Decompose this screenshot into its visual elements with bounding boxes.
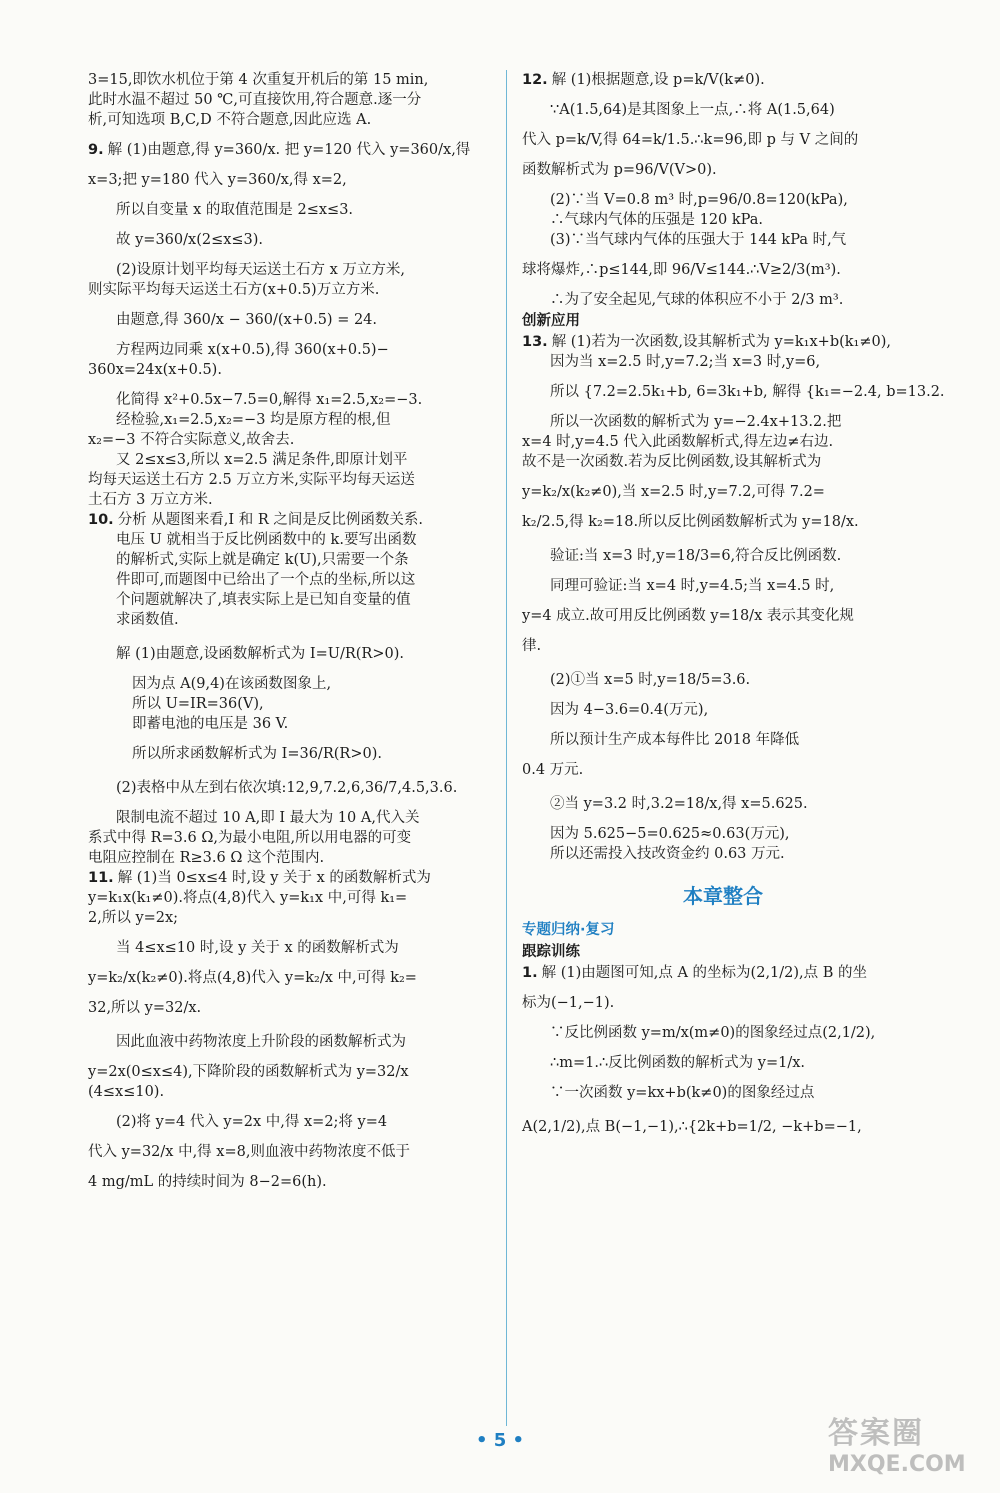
text-line: 代入 p=k/V,得 64=k/1.5.∴k=96,即 p 与 V 之间的 [522,132,859,148]
text-line: 分析 从题图来看,I 和 R 之间是反比例函数关系. [117,512,423,528]
text-line: 0.4 万元. [522,762,584,778]
text-line: 电阻应控制在 R≥3.6 Ω 这个范围内. [88,850,325,866]
problem-9-line [88,140,488,160]
problem-number: 1. [522,965,538,981]
text-line: 同理可验证:当 x=4 时,y=4.5;当 x=4.5 时, [550,578,835,594]
text-line: 所以还需投入技改资金约 0.63 万元. [550,846,785,862]
text-line: 土石方 3 万立方米. [88,492,213,508]
text-line: 解 (1)由题图可知,点 A 的坐标为(2,1/2),点 B 的坐 [541,965,868,981]
text-line: (2)将 y=4 代入 y=2x 中,得 x=2;将 y=4 [116,1114,388,1130]
text-line: 由题意,得 360/x − 360/(x+0.5) = 24. [116,312,378,328]
text-line: 的解析式,实际上就是确定 k(U),只需要一个条 [116,552,409,568]
text-line: 标为(−1,−1). [522,995,615,1011]
text-line: 解 (1)由题意,得 y=360/x. 把 y=120 代入 y=360/x,得 [107,142,471,158]
text-line: 求函数值. [116,612,179,628]
text-line: 方程两边同乘 x(x+0.5),得 360(x+0.5)− [116,342,389,358]
right-column [522,70,945,1137]
problem-number: 12. [522,72,548,88]
text-line: 所以 {7.2=2.5k₁+b, 6=3k₁+b, 解得 {k₁=−2.4, b=13.2. [550,384,945,400]
text-line: 所以一次函数的解析式为 y=−2.4x+13.2.把 [550,414,842,430]
text-line: 所以自变量 x 的取值范围是 2≤x≤3. [116,202,354,218]
text-line: ∴为了安全起见,气球的体积应不小于 2/3 m³. [550,292,844,308]
text-line: 函数解析式为 p=96/V(V>0). [522,162,717,178]
text-line: 故 y=360/x(2≤x≤3). [116,232,264,248]
text-line: 360x=24x(x+0.5). [88,362,222,378]
text-line: y=4 成立.故可用反比例函数 y=18/x 表示其变化规 [522,608,854,624]
text-line: y=2x(0≤x≤4),下降阶段的函数解析式为 y=32/x [88,1064,409,1080]
text-line: 系式中得 R=3.6 Ω,为最小电阻,所以用电器的可变 [88,830,412,846]
text-line: 则实际平均每天运送土石方(x+0.5)万立方米. [88,282,380,298]
text-line: 律. [522,638,542,654]
watermark-url-text: MXQE.COM [828,1452,966,1477]
topic-heading: 专题归纳·复习 [522,922,615,938]
text-line: x=4 时,y=4.5 代入此函数解析式,得左边≠右边. [522,434,834,450]
problem-13-line [522,332,924,352]
text-line: 解 (1)当 0≤x≤4 时,设 y 关于 x 的函数解析式为 [117,870,431,886]
text-line: (3)∵当气球内气体的压强大于 144 kPa 时,气 [550,232,847,248]
text-line: ∴m=1.∴反比例函数的解析式为 y=1/x. [550,1055,806,1071]
left-column [88,70,488,1192]
text-line: 件即可,而题图中已给出了一个点的坐标,所以这 [116,572,416,588]
text-line: 2,所以 y=2x; [88,910,179,926]
text-line: (4≤x≤10). [88,1084,165,1100]
text-line: 又 2≤x≤3,所以 x=2.5 满足条件,即原计划平 [116,452,408,468]
problem-number: 13. [522,334,548,350]
text-line: 均每天运送土石方 2.5 万立方米,实际平均每天运送 [88,472,415,488]
text-line: 因为 5.625−5=0.625≈0.63(万元), [550,826,790,842]
text-line: 球将爆炸,∴p≤144,即 96/V≤144.∴V≥2/3(m³). [522,262,841,278]
text-line: (2)∵当 V=0.8 m³ 时,p=96/0.8=120(kPa), [550,192,848,208]
watermark-logo [828,1408,990,1488]
text-line: 限制电流不超过 10 A,即 I 最大为 10 A,代入关 [116,810,420,826]
column-divider [506,70,507,1426]
text-line: ∵一次函数 y=kx+b(k≠0)的图象经过点 [550,1085,815,1101]
text-line: 即蓄电池的电压是 36 V. [132,716,289,732]
problem-number: 9. [88,142,104,158]
text-line: x=3;把 y=180 代入 y=360/x,得 x=2, [88,172,347,188]
problem-number: 10. [88,512,114,528]
text-line: 代入 y=32/x 中,得 x=8,则血液中药物浓度不低于 [88,1144,410,1160]
text-line: 所以预计生产成本每件比 2018 年降低 [550,732,800,748]
problem-1-line [522,963,924,983]
text-line: (2)设原计划平均每天运送土石方 x 万立方米, [116,262,406,278]
text-line: 解 (1)由题意,设函数解析式为 I=U/R(R>0). [116,646,404,662]
page-number: • 5 • [475,1430,525,1451]
text-line: (2)①当 x=5 时,y=18/5=3.6. [550,672,751,688]
watermark-logo-text: 答案圈 [828,1416,924,1451]
text-line: 个问题就解决了,填表实际上是已知自变量的值 [116,592,411,608]
section-heading: 创新应用 [522,313,580,329]
text-line: y=k₁x(k₁≠0).将点(4,8)代入 y=k₁x 中,可得 k₁= [88,890,408,906]
problem-11-line [88,868,488,888]
text-line: 解 (1)根据题意,设 p=k/V(k≠0). [551,72,765,88]
text-line: x₂=−3 不符合实际意义,故舍去. [88,432,295,448]
text-line: 4 mg/mL 的持续时间为 8−2=6(h). [88,1174,327,1190]
text-line: 经检验,x₁=2.5,x₂=−3 均是原方程的根,但 [116,412,391,428]
chapter-summary-title: 本章整合 [683,884,763,908]
problem-number: 11. [88,870,114,886]
text-line: 因为 4−3.6=0.4(万元), [550,702,709,718]
text-line: ∵反比例函数 y=m/x(m≠0)的图象经过点(2,1/2), [550,1025,876,1041]
text-line: (2)表格中从左到右依次填:12,9,7.2,6,36/7,4.5,3.6. [116,780,458,796]
text-line: 此时水温不超过 50 ℃,可直接饮用,符合题意.逐一分 [88,92,422,108]
text-line: 解 (1)若为一次函数,设其解析式为 y=k₁x+b(k₁≠0), [551,334,891,350]
text-line: y=k₂/x(k₂≠0),当 x=2.5 时,y=7.2,可得 7.2= [522,484,825,500]
text-line: A(2,1/2),点 B(−1,−1),∴{2k+b=1/2, −k+b=−1, [522,1119,862,1135]
text-line: y=k₂/x(k₂≠0).将点(4,8)代入 y=k₂/x 中,可得 k₂= [88,970,417,986]
text-line: 所以 U=IR=36(V), [132,696,264,712]
problem-10-line [88,510,488,530]
text-line: 32,所以 y=32/x. [88,1000,202,1016]
exercise-heading: 跟踪训练 [522,944,580,960]
text-line: 化简得 x²+0.5x−7.5=0,解得 x₁=2.5,x₂=−3. [116,392,423,408]
text-line: 当 4≤x≤10 时,设 y 关于 x 的函数解析式为 [116,940,399,956]
text-line: 电压 U 就相当于反比例函数中的 k.要写出函数 [116,532,417,548]
text-line: 因为当 x=2.5 时,y=7.2;当 x=3 时,y=6, [550,354,821,370]
text-line: ∵A(1.5,64)是其图象上一点,∴将 A(1.5,64) [550,102,835,118]
text-line: 故不是一次函数.若为反比例函数,设其解析式为 [522,454,822,470]
text-line: 因为点 A(9,4)在该函数图象上, [132,676,332,692]
text-line: 验证:当 x=3 时,y=18/3=6,符合反比例函数. [550,548,842,564]
text-line: 3=15,即饮水机位于第 4 次重复开机后的第 15 min, [88,72,429,88]
text-line: k₂/2.5,得 k₂=18.所以反比例函数解析式为 y=18/x. [522,514,859,530]
text-line: ②当 y=3.2 时,3.2=18/x,得 x=5.625. [550,796,808,812]
text-line: 析,可知选项 B,C,D 不符合题意,因此应选 A. [88,112,372,128]
text-line: 所以所求函数解析式为 I=36/R(R>0). [132,746,382,762]
text-line: 因此血液中药物浓度上升阶段的函数解析式为 [116,1034,406,1050]
text-line: ∴气球内气体的压强是 120 kPa. [550,212,764,228]
problem-12-line [522,70,924,90]
